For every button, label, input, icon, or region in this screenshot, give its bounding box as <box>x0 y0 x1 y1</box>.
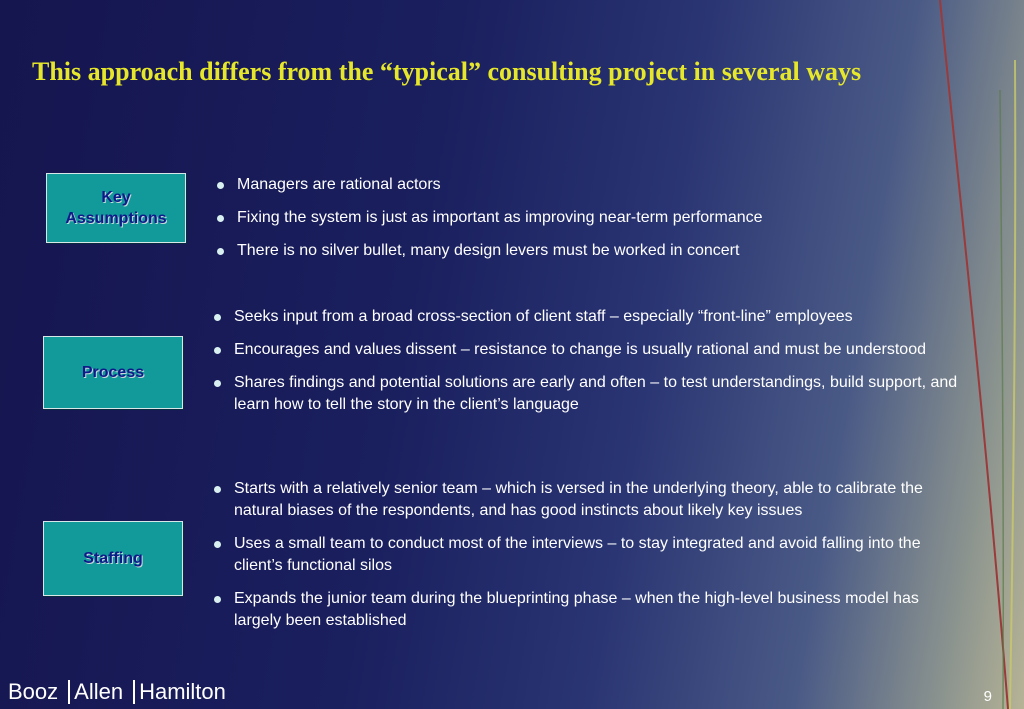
bullet-icon <box>217 182 224 189</box>
bullet-icon <box>214 347 221 354</box>
process-bullets <box>212 306 968 416</box>
list-item <box>215 207 975 229</box>
staffing-bullets <box>212 478 958 632</box>
bullet-icon <box>214 314 221 321</box>
staffing-label <box>43 521 183 596</box>
list-item <box>215 174 975 196</box>
page-number: 9 <box>983 688 992 705</box>
key-assumptions-bullets <box>215 174 975 262</box>
slide-title: This approach differs from the “typical” consulting project in several ways <box>32 57 862 86</box>
logo-word: Hamilton <box>139 679 226 704</box>
logo-word: Allen <box>74 679 124 704</box>
bullet-icon <box>214 541 221 548</box>
list-item <box>212 533 958 577</box>
bullet-text: Fixing the system is just as important as improving near-term performance <box>237 209 763 226</box>
bullet-icon <box>217 215 224 222</box>
bullet-icon <box>214 486 221 493</box>
bullet-text: Seeks input from a broad cross-section of client staff – especially “front-line” employees <box>234 308 853 325</box>
list-item <box>212 306 968 328</box>
bullet-icon <box>217 248 224 255</box>
bullet-text: There is no silver bullet, many design levers must be worked in concert <box>237 242 740 259</box>
bullet-text: Shares findings and potential solutions are early and often – to test understandings, build support, and learn how to tell the story in the client’s language <box>234 374 958 413</box>
label-line: Process <box>81 364 145 381</box>
bullet-text: Expands the junior team during the blueprinting phase – when the high-level business model has largely been established <box>234 590 919 629</box>
key-assumptions-label <box>46 173 186 243</box>
company-logo <box>8 679 226 705</box>
logo-word: Booz <box>8 679 59 704</box>
label-line: Key <box>101 189 131 206</box>
label-line: Assumptions <box>65 210 167 227</box>
bullet-icon <box>214 596 221 603</box>
bullet-text: Encourages and values dissent – resistance to change is usually rational and must be understood <box>234 341 926 358</box>
list-item <box>212 588 958 632</box>
bullet-text: Managers are rational actors <box>237 176 441 193</box>
list-item <box>212 372 968 416</box>
bullet-icon <box>214 380 221 387</box>
list-item <box>212 478 958 522</box>
label-line: Staffing <box>83 550 143 567</box>
logo-divider <box>68 680 70 704</box>
list-item <box>215 240 975 262</box>
logo-divider <box>133 680 135 704</box>
list-item <box>212 339 968 361</box>
process-label <box>43 336 183 409</box>
bullet-text: Uses a small team to conduct most of the interviews – to stay integrated and avoid falling into the client’s functional silos <box>234 535 921 574</box>
bullet-text: Starts with a relatively senior team – which is versed in the underlying theory, able to calibrate the natural biases of the respondents, and has good instincts about likely key issues <box>234 480 923 519</box>
